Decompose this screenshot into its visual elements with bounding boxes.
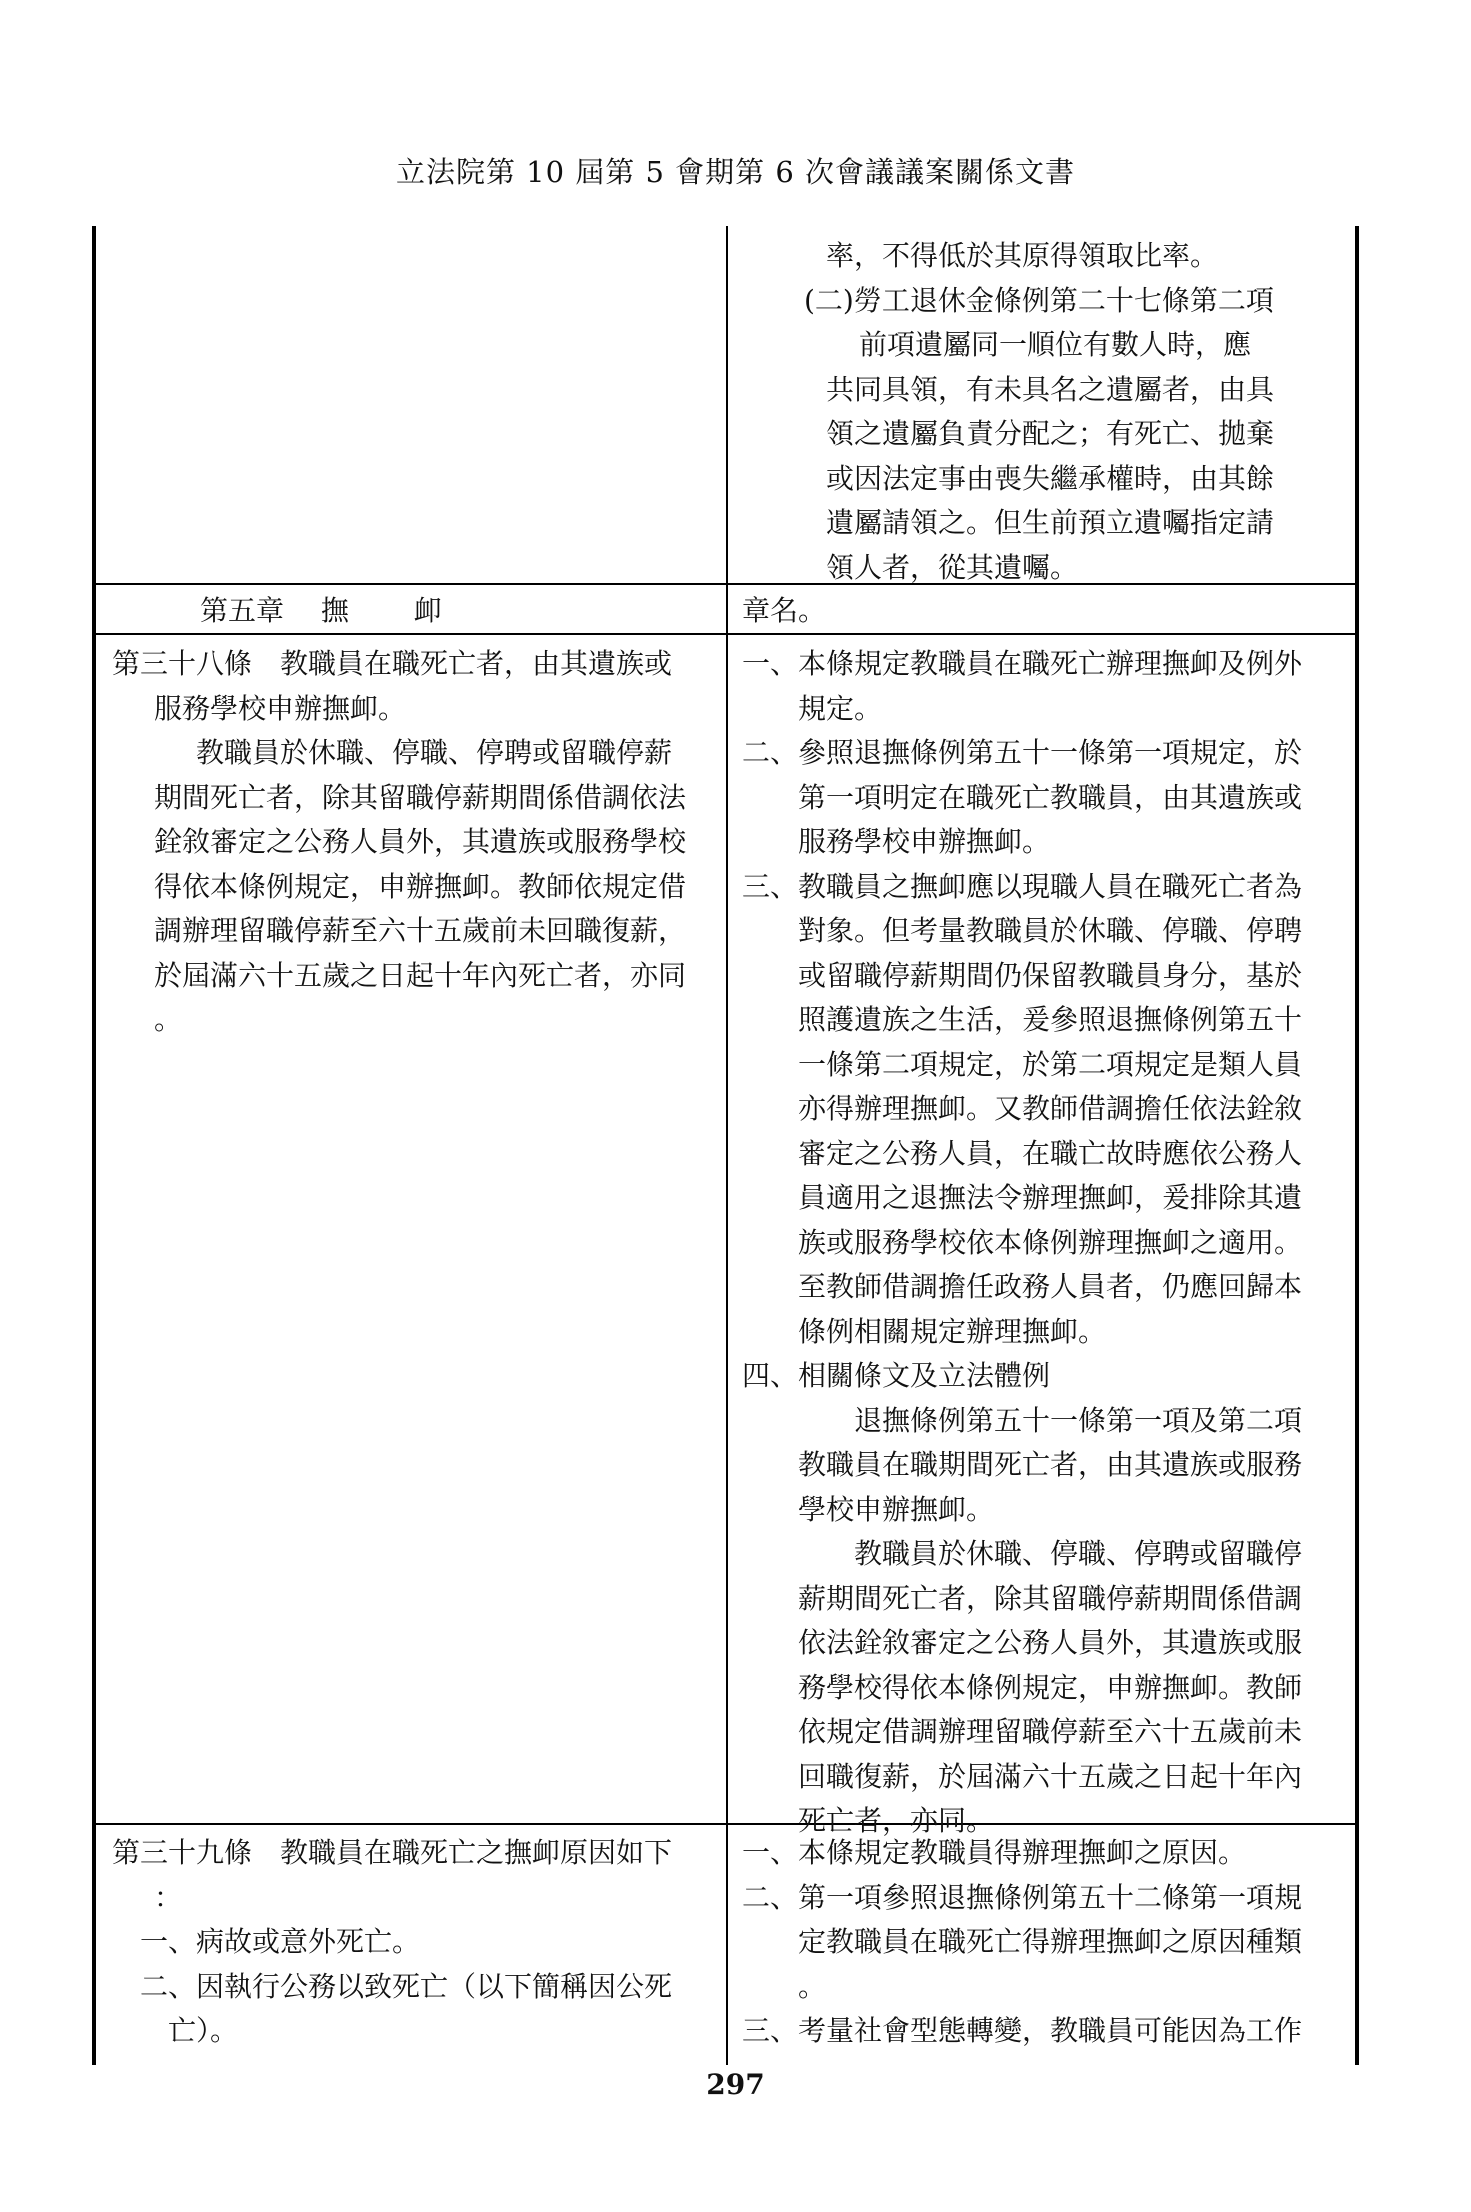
row1-line-1: 率，不得低於其原得領取比率。 xyxy=(826,239,1219,272)
table-column-divider xyxy=(726,226,728,2065)
explanation-line: 一、本條規定教職員得辦理撫卹之原因。 xyxy=(742,1836,1247,1869)
explanation-line: 一、本條規定教職員在職死亡辦理撫卹及例外 xyxy=(742,647,1303,680)
article-38-line: 第三十八條 教職員在職死亡者，由其遺族或 xyxy=(112,647,673,680)
explanation-line: 或留職停薪期間仍保留教職員身分，基於 xyxy=(798,958,1303,992)
explanation-line: 薪期間死亡者，除其留職停薪期間係借調 xyxy=(798,1581,1303,1615)
explanation-line: 死亡者，亦同。 xyxy=(798,1804,995,1837)
explanation-line: 教職員於休職、停職、停聘或留職停 xyxy=(854,1537,1303,1570)
page-number: 297 xyxy=(706,2068,765,2101)
chapter-name-char-2: 卹 xyxy=(413,594,442,627)
table-right-border xyxy=(1355,226,1359,2065)
article-38-line: 教職員於休職、停職、停聘或留職停薪 xyxy=(196,736,673,769)
explanation-line: 教職員在職期間死亡者，由其遺族或服務 xyxy=(798,1448,1303,1481)
explanation-line: 三、考量社會型態轉變，教職員可能因為工作 xyxy=(742,2014,1303,2047)
explanation-line: 依規定借調辦理留職停薪至六十五歲前未 xyxy=(798,1715,1303,1748)
chapter-number: 第五章 xyxy=(200,594,285,627)
article-38-explanation-cell xyxy=(742,642,1342,1844)
article-38-line: 期間死亡者，除其留職停薪期間係借調依法 xyxy=(154,780,687,814)
chapter-note: 章名。 xyxy=(742,594,827,627)
article-39-line: 第三十九條 教職員在職死亡之撫卹原因如下 xyxy=(112,1836,673,1869)
explanation-line: 照護遺族之生活，爰參照退撫條例第五十 xyxy=(798,1003,1303,1036)
explanation-line: 務學校得依本條例規定，申辦撫卹。教師 xyxy=(798,1670,1303,1704)
explanation-line: 四、相關條文及立法體例 xyxy=(742,1359,1051,1392)
explanation-line: 對象。但考量教職員於休職、停職、停聘 xyxy=(798,914,1303,947)
chapter-name-char-1: 撫 xyxy=(320,594,349,627)
row1-line-3: 前項遺屬同一順位有數人時，應 xyxy=(859,328,1252,361)
explanation-line: 員適用之退撫法令辦理撫卹，爰排除其遺 xyxy=(798,1181,1303,1214)
explanation-line: 學校申辦撫卹。 xyxy=(798,1492,995,1526)
article-38-cell xyxy=(112,642,712,1043)
row1-line-7: 遺屬請領之。但生前預立遺囑指定請 xyxy=(826,506,1275,539)
row1-line-6: 或因法定事由喪失繼承權時，由其餘 xyxy=(826,461,1275,495)
explanation-line: 。 xyxy=(798,1969,827,2003)
article-39-line: 亡）。 xyxy=(168,2014,239,2047)
explanation-line: 亦得辦理撫卹。又教師借調擔任依法銓敘 xyxy=(798,1092,1303,1125)
article-39-explanation-cell xyxy=(742,1831,1342,2054)
explanation-line: 審定之公務人員，在職亡故時應依公務人 xyxy=(798,1136,1303,1170)
row1-line-4: 共同具領，有未具名之遺屬者，由具 xyxy=(826,372,1275,406)
explanation-line: 至教師借調擔任政務人員者，仍應回歸本 xyxy=(798,1270,1303,1303)
explanation-line: 回職復薪，於屆滿六十五歲之日起十年內 xyxy=(798,1759,1303,1793)
article-39-line: 二、因執行公務以致死亡（以下簡稱因公死 xyxy=(140,1969,673,2003)
article-38-line: 銓敘審定之公務人員外，其遺族或服務學校 xyxy=(154,825,687,858)
explanation-line: 退撫條例第五十一條第一項及第二項 xyxy=(854,1403,1303,1437)
explanation-line: 定教職員在職死亡得辦理撫卹之原因種類 xyxy=(798,1925,1303,1958)
table-left-border xyxy=(92,226,96,2065)
explanation-line: 二、第一項參照退撫條例第五十二條第一項規 xyxy=(742,1880,1303,1914)
article-39-line: 一、病故或意外死亡。 xyxy=(140,1925,421,1958)
explanation-line: 第一項明定在職死亡教職員，由其遺族或 xyxy=(798,780,1303,814)
explanation-line: 服務學校申辦撫卹。 xyxy=(798,825,1051,858)
row1-line-5: 領之遺屬負責分配之；有死亡、拋棄 xyxy=(826,417,1275,450)
article-39-cell xyxy=(112,1831,712,2054)
explanation-line: 族或服務學校依本條例辦理撫卹之適用。 xyxy=(798,1225,1303,1259)
explanation-line: 規定。 xyxy=(798,691,883,725)
chapter-heading xyxy=(200,589,442,633)
explanation-line: 依法銓敘審定之公務人員外，其遺族或服 xyxy=(798,1626,1303,1659)
explanation-line: 一條第二項規定，於第二項規定是類人員 xyxy=(798,1047,1303,1081)
explanation-line: 條例相關規定辦理撫卹。 xyxy=(798,1314,1107,1348)
article-38-line: 於屆滿六十五歲之日起十年內死亡者，亦同 xyxy=(154,958,687,992)
article-38-line: 得依本條例規定，申辦撫卹。教師依規定借 xyxy=(154,869,687,903)
explanation-line: 二、參照退撫條例第五十一條第一項規定，於 xyxy=(742,736,1303,769)
row1-line-2: (二)勞工退休金條例第二十七條第二項 xyxy=(804,283,1274,317)
row1-right-cell xyxy=(742,234,1342,590)
article-38-line: 服務學校申辦撫卹。 xyxy=(154,691,407,725)
explanation-line: 三、教職員之撫卹應以現職人員在職死亡者為 xyxy=(742,869,1303,903)
page-header: 立法院第 10 屆第 5 會期第 6 次會議議案關係文書 xyxy=(395,155,1076,189)
article-38-line: 。 xyxy=(154,1003,183,1036)
row1-line-8: 領人者，從其遺囑。 xyxy=(826,550,1079,584)
article-38-line: 調辦理留職停薪至六十五歲前未回職復薪， xyxy=(154,914,687,947)
article-39-line: ： xyxy=(154,1880,183,1914)
